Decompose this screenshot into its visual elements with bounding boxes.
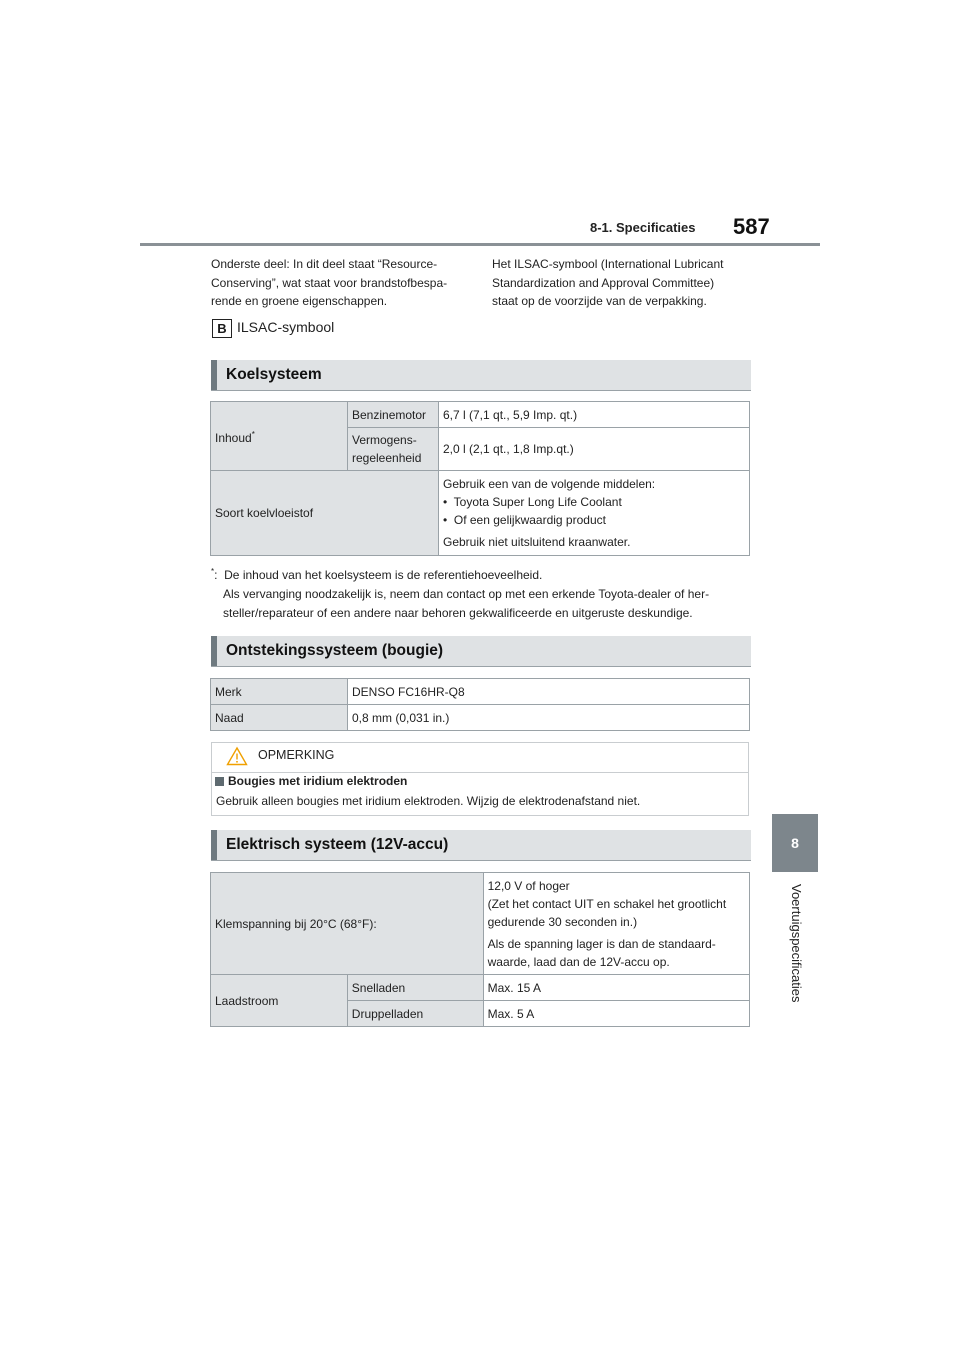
section-heading-elektrisch: Elektrisch systeem (12V-accu) (211, 830, 751, 860)
cooling-table (210, 401, 750, 556)
intro-right-line: staat op de voorzijde van de verpakking. (492, 294, 707, 308)
soort-bullet: • Of een gelijkwaardig product (443, 513, 606, 527)
chapter-label-text: Voertuigspecificaties (789, 884, 804, 1003)
druppelladen-value: Max. 5 A (483, 1001, 749, 1027)
naad-label: Naad (211, 705, 348, 731)
electrical-table (210, 872, 750, 1027)
cooling-footnote: *: De inhoud van het koelsysteem is de referentiehoeveelheid. Als vervanging noodzakelijk is, neem dan contact op met een erkende Toyota-dealer of her- steller/reparateur of een andere naar behoren gekwalificeerde en uitgeruste deskundige. (211, 567, 710, 620)
header-divider (140, 243, 820, 246)
naad-value: 0,8 mm (0,031 in.) (348, 705, 750, 731)
soort-koelvloeistof-label: Soort koelvloeistof (211, 471, 439, 556)
intro-left-line: Onderste deel: In dit deel staat “Resource- (211, 257, 438, 271)
chapter-label (788, 884, 804, 1014)
soort-intro: Gebruik een van de volgende middelen: (443, 477, 656, 491)
vermogens-value: 2,0 l (2,1 qt., 1,8 Imp.qt.) (439, 428, 750, 471)
merk-value: DENSO FC16HR-Q8 (348, 679, 750, 705)
notice-text: Gebruik alleen bougies met iridium elektroden. Wijzig de elektrodenafstand niet. (216, 794, 641, 808)
notice-title: OPMERKING (258, 748, 335, 762)
section-heading-rule (211, 860, 751, 861)
ignition-table (210, 678, 750, 731)
page-number: 587 (733, 214, 770, 239)
merk-label: Merk (211, 679, 348, 705)
callout-label: ILSAC-symbool (237, 319, 335, 335)
vermogens-label: Vermogens- regeleenheid (348, 428, 439, 471)
snelladen-label: Snelladen (347, 975, 483, 1001)
intro-right-line: Het ILSAC-symbool (International Lubricant (492, 257, 724, 271)
intro-left-line: Conserving”, wat staat voor brandstofbespa- (211, 275, 448, 290)
soort-bullet: • Toyota Super Long Life Coolant (443, 495, 622, 509)
druppelladen-label: Druppelladen (347, 1001, 483, 1027)
warning-triangle-icon (226, 746, 248, 771)
laadstroom-label: Laadstroom (211, 975, 348, 1027)
benzinemotor-value: 6,7 l (7,1 qt., 5,9 Imp. qt.) (439, 402, 750, 428)
intro-right (492, 255, 757, 311)
intro-left-line: rende en groene eigenschappen. (211, 294, 388, 308)
benzinemotor-label: Benzinemotor (348, 402, 439, 428)
section-title: 8-1. Specificaties (590, 220, 696, 235)
chapter-number: 8 (791, 835, 799, 851)
soort-note: Gebruik niet uitsluitend kraanwater. (443, 535, 631, 549)
intro-right-line: Standardization and Approval Committee) (492, 275, 715, 290)
inhoud-label: Inhoud* (211, 402, 348, 471)
soort-koelvloeistof-value (439, 471, 750, 556)
section-heading-koelsysteem: Koelsysteem (211, 360, 751, 390)
notice-subtitle: Bougies met iridium elektroden (228, 774, 408, 788)
callout-badge: B (212, 319, 232, 338)
snelladen-value: Max. 15 A (483, 975, 749, 1001)
chapter-tab (772, 814, 818, 872)
klemspanning-label: Klemspanning bij 20°C (68°F): (211, 873, 484, 975)
klemspanning-value: 12,0 V of hoger (Zet het contact UIT en schakel het grootlicht gedurende 30 seconden in.) Als de spanning lager is dan de standaard- waarde, laad dan de 12V-accu op. (483, 873, 749, 975)
intro-left (211, 255, 476, 311)
section-heading-rule (211, 390, 751, 391)
section-heading-ontsteking: Ontstekingssysteem (bougie) (211, 636, 751, 666)
square-bullet-icon (215, 777, 224, 786)
section-heading-rule (211, 666, 751, 667)
